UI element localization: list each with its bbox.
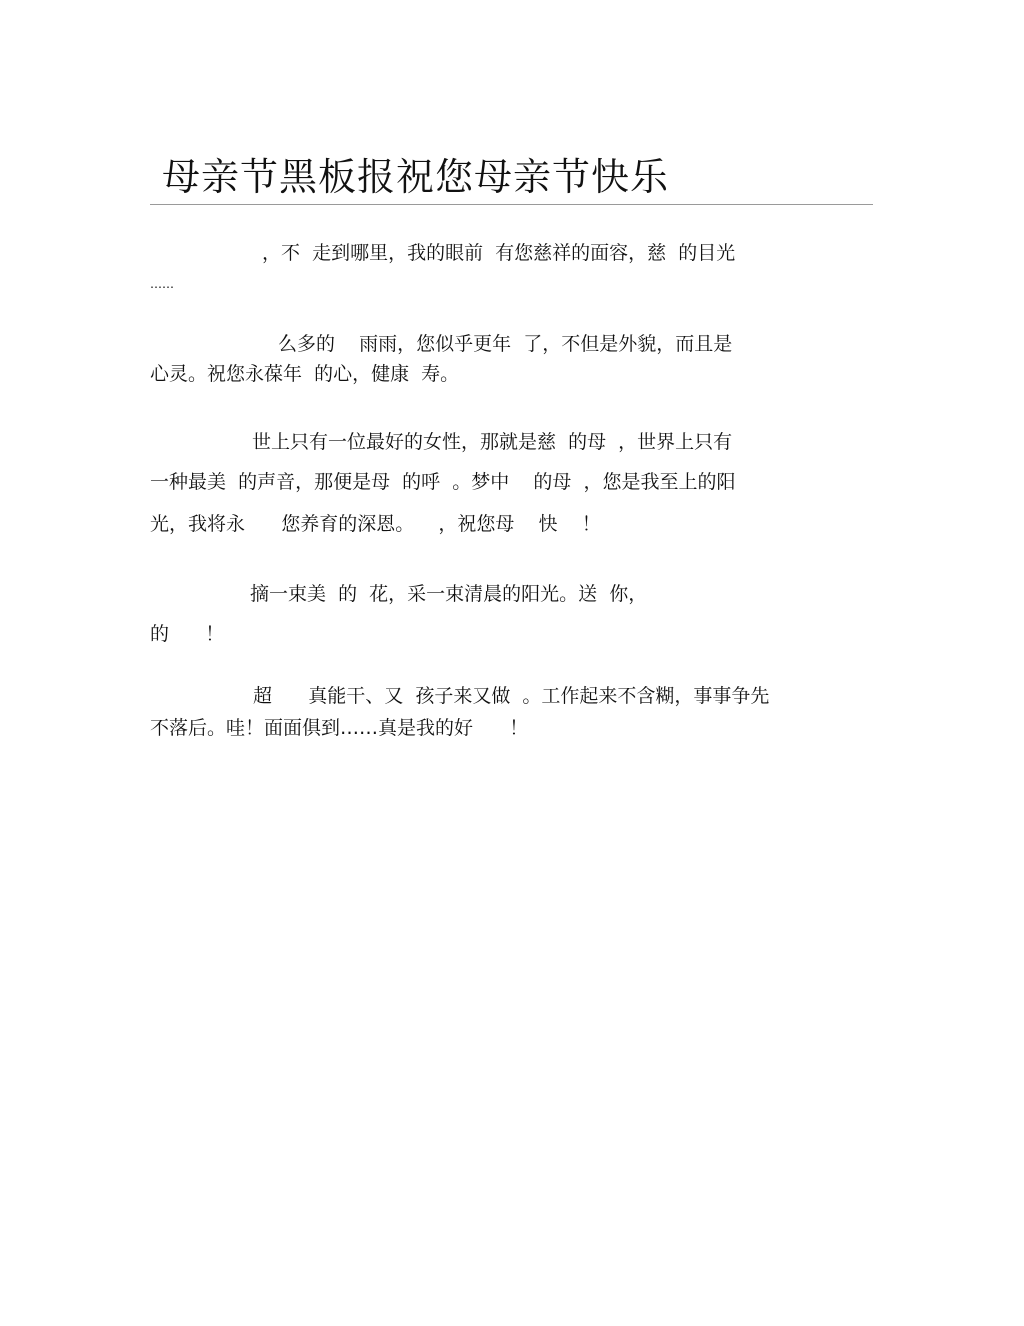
paragraph-5-line-1: 超 真能干、又 孩子来又做 。工作起来不含糊，事事争先	[253, 685, 770, 707]
paragraph-4-line-2: 的 ！	[150, 623, 225, 645]
paragraph-3-line-3: 光，我将永 您养育的深恩。 ，祝您母 快 ！	[150, 513, 601, 535]
paragraph-3-line-2: 一种最美 的声音，那便是母 的呼 。梦中 的母 ，您是我至上的阳	[150, 471, 736, 493]
title-divider	[150, 204, 873, 205]
paragraph-3-line-1: 世上只有一位最好的女性，那就是慈 的母 ，世界上只有	[252, 431, 733, 453]
paragraph-1-line-2: ……	[150, 277, 174, 291]
paragraph-5-line-2: 不落后。哇！面面俱到……真是我的好 ！	[150, 717, 529, 739]
paragraph-4-line-1: 摘一束美 的 花，采一束清晨的阳光。送 你，	[250, 583, 648, 605]
paragraph-1-line-1: ，不 走到哪里，我的眼前 有您慈祥的面容，慈 的目光	[262, 242, 736, 264]
paragraph-2-line-2: 心灵。祝您永葆年 的心，健康 寿。	[150, 363, 460, 385]
paragraph-2-line-1: 么多的 雨雨，您似乎更年 了，不但是外貌，而且是	[278, 333, 733, 355]
document-title: 母亲节黑板报祝您母亲节快乐	[162, 155, 670, 199]
